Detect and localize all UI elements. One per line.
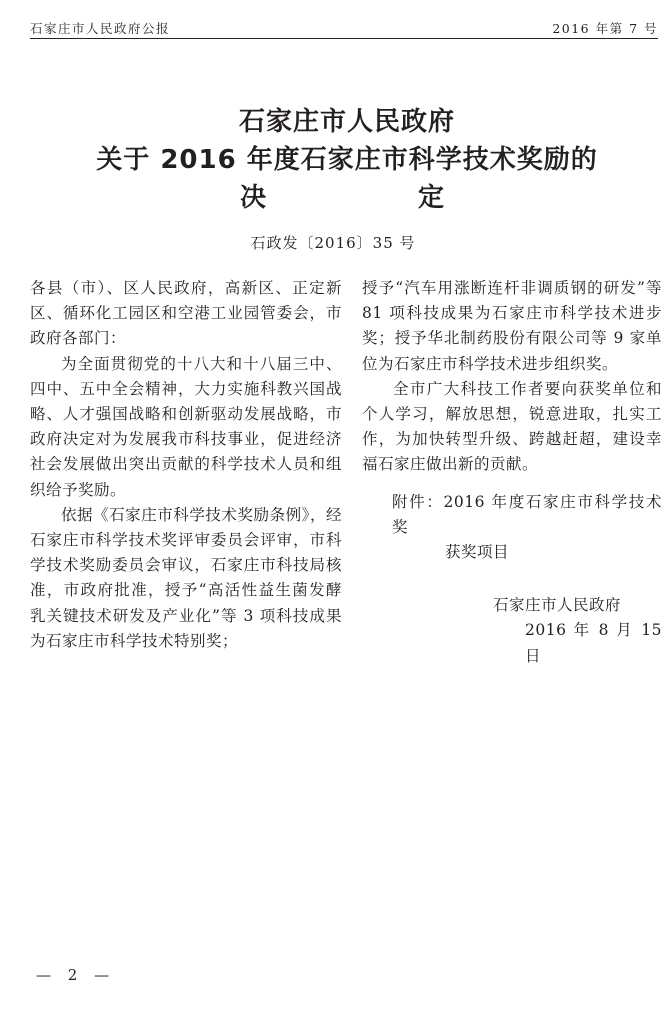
title-char-ding: 定 — [418, 183, 446, 213]
attachment-note — [362, 490, 662, 566]
publication-name: 石家庄市人民政府公报 — [30, 21, 171, 36]
title-line-3 — [0, 182, 666, 214]
right-column — [362, 276, 662, 669]
title-char-jue: 决 — [240, 183, 268, 213]
title-line-2: 关于 2016 年度石家庄市科学技术奖励的 — [96, 145, 598, 175]
attachment-line-1: 附件：2016 年度石家庄市科学技术奖 — [392, 492, 662, 536]
title-line-1: 石家庄市人民政府 — [238, 107, 455, 137]
left-column — [30, 276, 342, 654]
salutation: 各县（市）、区人民政府，高新区、正定新区、循环化工园区和空港工业园管委会，市政府各部门： — [30, 279, 342, 348]
page-number: — 2 — — [36, 966, 116, 984]
attachment-line-2: 获奖项目 — [445, 543, 510, 562]
signature-organization: 石家庄市人民政府 — [493, 596, 622, 615]
paragraph-2: 依据《石家庄市科学技术奖励条例》，经石家庄市科学技术奖评审委员会评审，市科学技术奖励委员会审议，石家庄市科技局核准，市政府批准，授予“高活性益生菌发酵乳关键技术研发及产业化”等 3 项科技成果为石家庄市科学技术特别奖； — [30, 505, 342, 650]
signature-date: 2016 年 8 月 15 日 — [525, 621, 662, 665]
issue-number: 2016 年第 7 号 — [552, 21, 658, 36]
paragraph-3: 全市广大科技工作者要向获奖单位和个人学习，解放思想，锐意进取，扎实工作，为加快转型升级、跨越赶超，建设幸福石家庄做出新的贡献。 — [362, 379, 662, 474]
paragraph-1: 为全面贯彻党的十八大和十八届三中、四中、五中全会精神，大力实施科教兴国战略、人才强国战略和创新驱动发展战略，市政府决定对为发展我市科技事业，促进经济社会发展做出突出贡献的科学技术人员和组织给予奖励。 — [30, 354, 342, 499]
paragraph-2-continued: 授予“汽车用涨断连杆非调质钢的研发”等 81 项科技成果为石家庄市科学技术进步奖；授予华北制药股份有限公司等 9 家单位为石家庄市科学技术进步组织奖。 — [362, 279, 662, 373]
page-header — [30, 14, 658, 39]
document-number: 石政发〔2016〕35 号 — [250, 234, 416, 252]
